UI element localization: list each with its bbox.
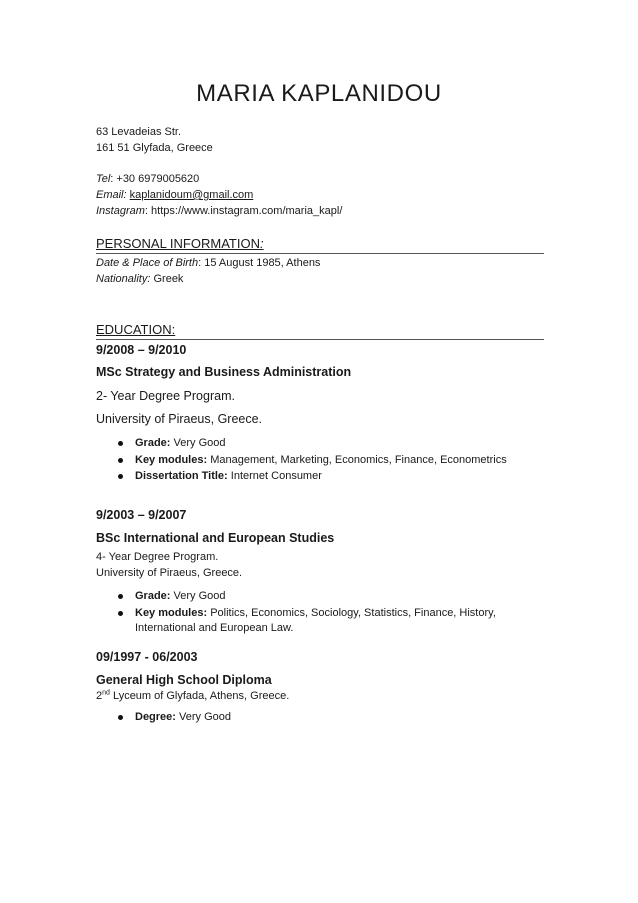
- personal-info-heading: [96, 236, 544, 254]
- degree-program: 2- Year Degree Program.: [96, 389, 235, 403]
- instagram-label: Instagram: [96, 205, 145, 217]
- bullet-text: Management, Marketing, Economics, Finance, Econometrics: [207, 453, 507, 466]
- list-item: [118, 469, 507, 485]
- list-item: [118, 606, 546, 637]
- bullet-label: Grade:: [135, 437, 171, 449]
- email-label: Email:: [96, 189, 127, 201]
- list-item: [118, 436, 507, 452]
- personal-info-colon: :: [259, 236, 264, 251]
- institution: University of Piraeus, Greece.: [96, 567, 243, 579]
- institution-name: Lyceum of Glyfada, Athens, Greece.: [109, 690, 290, 702]
- phone-value: : +30 6979005620: [110, 173, 200, 185]
- nationality-value: Greek: [150, 273, 184, 285]
- cv-name: MARIA KAPLANIDOU: [196, 80, 442, 107]
- bullet-icon: [118, 441, 123, 446]
- education-dates: 9/2008 – 9/2010: [96, 343, 187, 357]
- email-line: [96, 188, 253, 202]
- list-item: [118, 589, 546, 605]
- address-city: 161 51 Glyfada, Greece: [96, 142, 213, 154]
- address-street: 63 Levadeias Str.: [96, 126, 182, 138]
- education-dates: 9/2003 – 9/2007: [96, 508, 187, 522]
- nationality-label: Nationality:: [96, 273, 151, 285]
- degree-details-list: [118, 710, 231, 727]
- degree-details-list: [118, 436, 507, 486]
- personal-info-title: PERSONAL INFORMATION: [96, 236, 260, 251]
- bullet-icon: [118, 594, 123, 599]
- bullet-icon: [118, 611, 123, 616]
- bullet-text: Politics, Economics, Sociology, Statistics, Finance, History, International and European Law.: [135, 606, 496, 634]
- list-item: [118, 710, 231, 726]
- institution-number: 2: [96, 690, 103, 702]
- institution: [96, 689, 289, 703]
- instagram-value: : https://www.instagram.com/maria_kapl/: [144, 205, 343, 217]
- bullet-label: Key modules:: [135, 453, 208, 466]
- bullet-icon: [118, 715, 123, 720]
- education-heading: [96, 322, 544, 340]
- bullet-icon: [118, 474, 123, 479]
- education-title: EDUCATION:: [96, 322, 176, 337]
- degree-details-list: [118, 589, 546, 638]
- phone-label: Tel: [96, 173, 111, 185]
- degree-title: General High School Diploma: [96, 673, 272, 687]
- bullet-text: Very Good: [170, 590, 226, 602]
- instagram-line: [96, 204, 342, 218]
- education-dates: 09/1997 - 06/2003: [96, 650, 198, 664]
- bullet-label: Degree:: [135, 711, 176, 723]
- email-link[interactable]: kaplanidoum@gmail.com: [129, 189, 254, 201]
- bullet-icon: [118, 458, 123, 463]
- institution: University of Piraeus, Greece.: [96, 412, 263, 426]
- degree-title: BSc International and European Studies: [96, 531, 335, 545]
- nationality-line: [96, 272, 183, 286]
- phone-line: [96, 172, 199, 186]
- bullet-text: Internet Consumer: [227, 470, 322, 482]
- bullet-text: Very Good: [170, 437, 226, 449]
- birth-line: [96, 256, 320, 270]
- institution-ordinal: nd: [102, 689, 110, 697]
- birth-value: : 15 August 1985, Athens: [198, 257, 321, 269]
- bullet-label: Dissertation Title:: [135, 470, 228, 482]
- bullet-label: Key modules:: [135, 606, 208, 619]
- list-item: [118, 453, 507, 469]
- bullet-label: Grade:: [135, 590, 171, 602]
- degree-program: 4- Year Degree Program.: [96, 551, 219, 563]
- birth-label: Date & Place of Birth: [96, 257, 199, 269]
- bullet-text: Very Good: [175, 711, 232, 723]
- degree-title: MSc Strategy and Business Administration: [96, 365, 352, 379]
